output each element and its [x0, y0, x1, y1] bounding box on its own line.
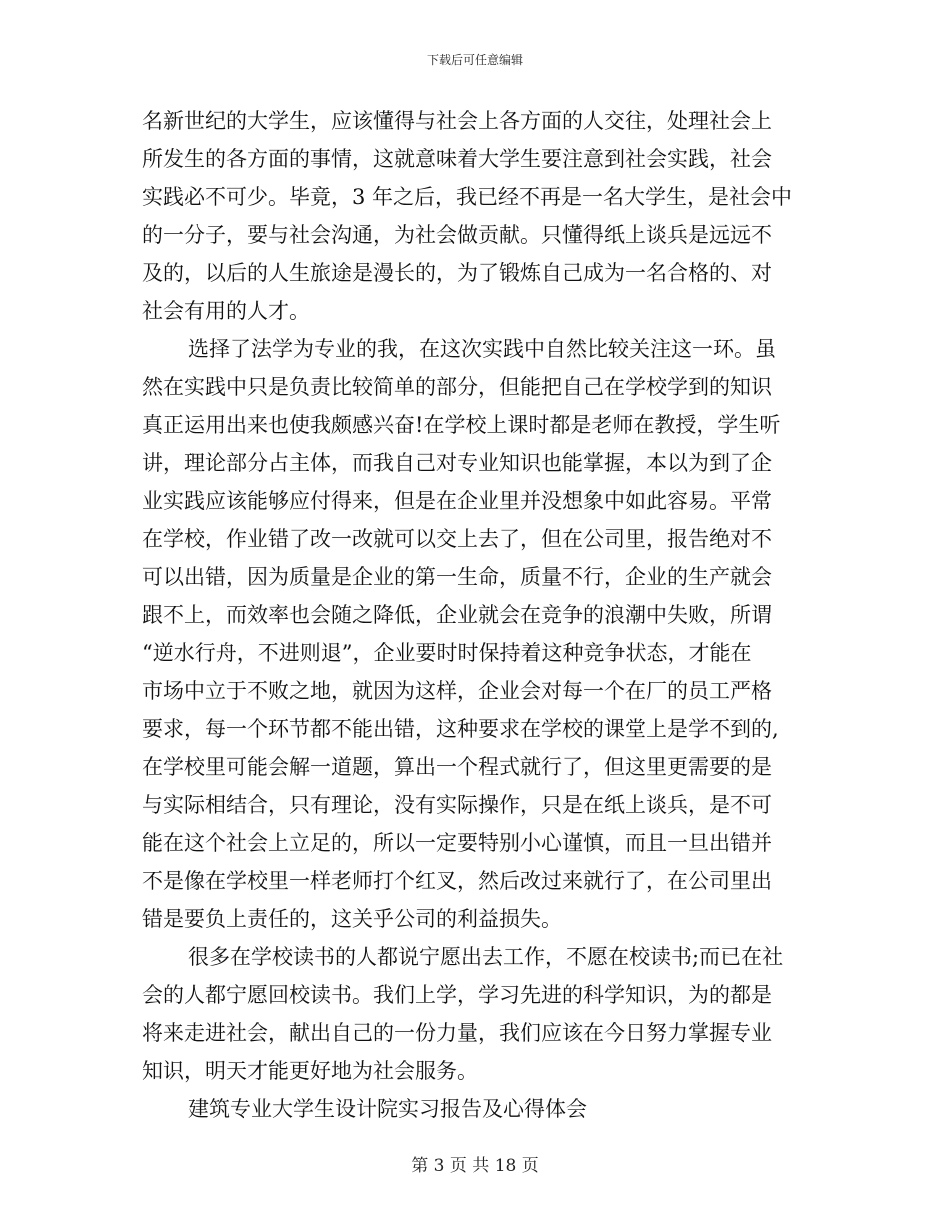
text-line: 讲，理论部分占主体，而我自己对专业知识也能掌握，本以为到了企: [142, 451, 772, 475]
text-line: 在学校里可能会解一道题，算出一个程式就行了，但这里更需要的是: [142, 755, 772, 779]
text-line: 社会有用的人才。: [142, 299, 310, 323]
text-line: 业实践应该能够应付得来，但是在企业里并没想象中如此容易。平常: [142, 489, 772, 513]
text-line: 能在这个社会上立足的，所以一定要特别小心谨慎，而且一旦出错并: [142, 831, 772, 855]
text-line: 真正运用出来也使我颇感兴奋!在学校上课时都是老师在教授，学生听: [142, 413, 781, 437]
text-line: 实践必不可少。毕竟，3 年之后，我已经不再是一名大学生，是社会中: [142, 185, 793, 209]
text-line: 市场中立于不败之地，就因为这样，企业会对每一个在厂的员工严格: [142, 679, 772, 703]
page-header: [0, 52, 950, 68]
text-line: 所发生的各方面的事情，这就意味着大学生要注意到社会实践，社会: [142, 147, 772, 171]
text-line: 选择了法学为专业的我，在这次实践中自然比较关注这一环。虽: [188, 337, 776, 361]
text-line: 会的人都宁愿回校读书。我们上学，学习先进的科学知识，为的都是: [142, 983, 772, 1007]
text-line: 要求，每一个环节都不能出错，这种要求在学校的课堂上是学不到的,: [142, 717, 779, 741]
header-note: 下载后可任意编辑: [426, 53, 523, 67]
text-line: 错是要负上责任的，这关乎公司的利益损失。: [142, 907, 562, 931]
paragraph-2: [142, 330, 808, 938]
text-line: 不是像在学校里一样老师打个红叉，然后改过来就行了，在公司里出: [142, 869, 772, 893]
text-line: 在学校，作业错了改一改就可以交上去了，但在公司里，报告绝对不: [142, 527, 772, 551]
text-line: 名新世纪的大学生，应该懂得与社会上各方面的人交往，处理社会上: [142, 109, 772, 133]
section-title-text: 建筑专业大学生设计院实习报告及心得体会: [188, 1097, 587, 1121]
section-title: [142, 1090, 808, 1128]
text-line: 很多在学校读书的人都说宁愿出去工作，不愿在校读书;而已在社: [188, 945, 784, 969]
text-line: 的一分子，要与社会沟通，为社会做贡献。只懂得纸上谈兵是远远不: [142, 223, 772, 247]
text-line: 然在实践中只是负责比较简单的部分，但能把自己在学校学到的知识: [142, 375, 772, 399]
text-line: 及的，以后的人生旅途是漫长的，为了锻炼自己成为一名合格的、对: [142, 261, 772, 285]
page-footer: [0, 1155, 950, 1177]
document-body: [142, 102, 808, 1128]
text-line: 跟不上，而效率也会随之降低，企业就会在竞争的浪潮中失败，所谓: [142, 603, 772, 627]
text-line: 将来走进社会，献出自己的一份力量，我们应该在今日努力掌握专业: [142, 1021, 772, 1045]
page-number: 第 3 页 共 18 页: [411, 1156, 539, 1176]
text-line: 与实际相结合，只有理论，没有实际操作，只是在纸上谈兵，是不可: [142, 793, 772, 817]
paragraph-3: [142, 938, 808, 1090]
text-line: 可以出错，因为质量是企业的第一生命，质量不行，企业的生产就会: [142, 565, 772, 589]
text-line: “逆水行舟，不进则退”，企业要时时保持着这种竞争状态，才能在: [142, 641, 752, 665]
text-line: 知识，明天才能更好地为社会服务。: [142, 1059, 478, 1083]
paragraph-1: [142, 102, 808, 330]
